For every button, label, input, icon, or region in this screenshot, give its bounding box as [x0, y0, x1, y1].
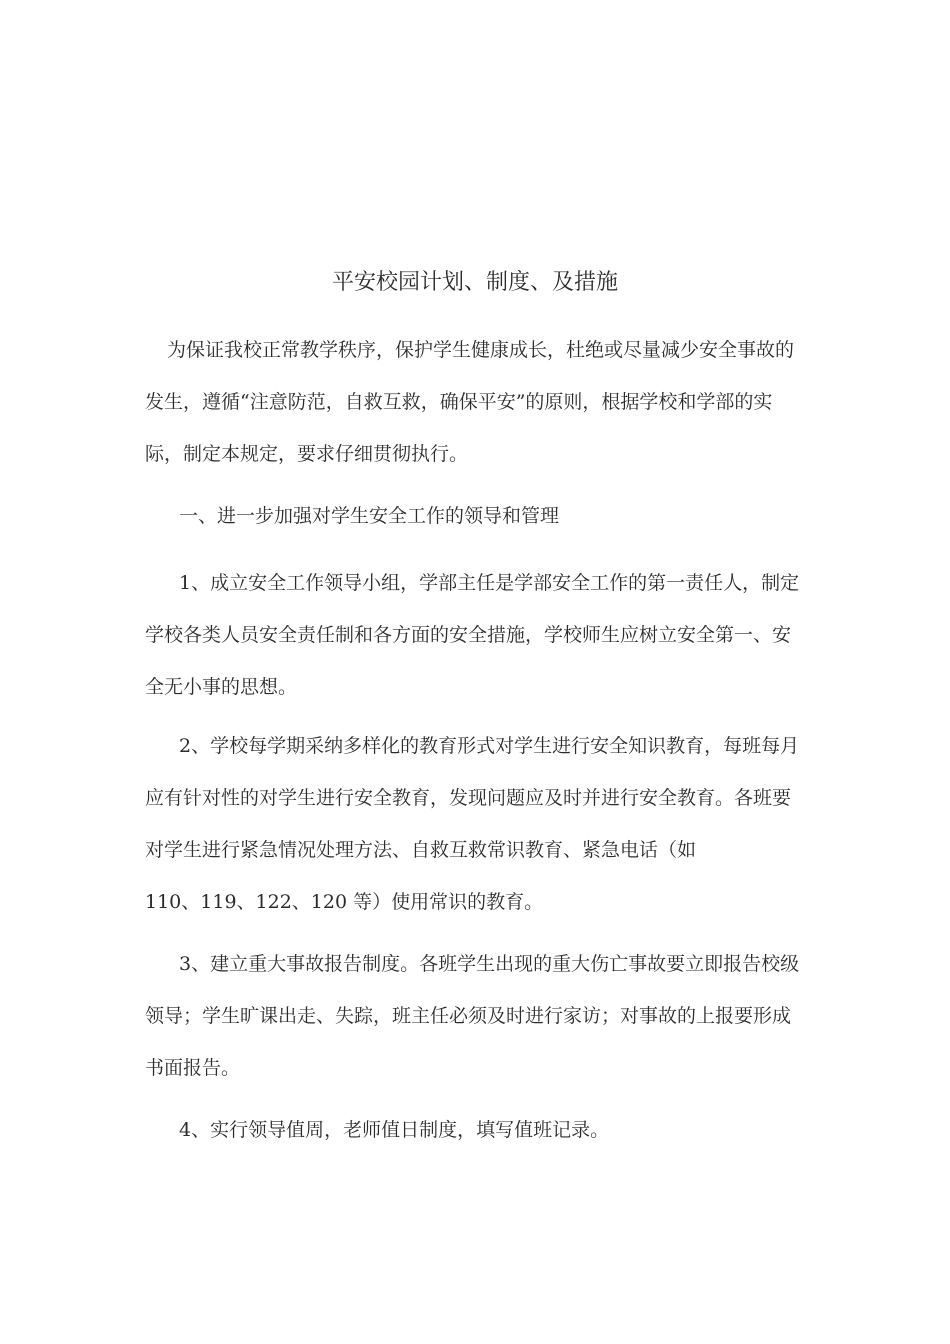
item3-line-3: 书面报告。 [145, 1057, 241, 1079]
item-2-paragraph [145, 720, 805, 928]
item3-line-2: 领导；学生旷课出走、失踪，班主任必须及时进行家访；对事故的上报要形成 [145, 1005, 792, 1027]
section-heading [145, 490, 805, 542]
item-4-paragraph [145, 1104, 805, 1156]
intro-line-2: 发生，遵循“注意防范，自救互救，确保平安”的原则，根据学校和学部的实 [145, 391, 773, 413]
item4-line-1: 4、实行领导值周，老师值日制度，填写值班记录。 [179, 1119, 610, 1141]
item2-line-3: 对学生进行紧急情况处理方法、自救互救常识教育、紧急电话（如 [145, 839, 697, 861]
item-3-paragraph [145, 938, 805, 1094]
item1-line-1: 1、成立安全工作领导小组，学部主任是学部安全工作的第一责任人，制定 [179, 572, 800, 594]
intro-paragraph [145, 324, 805, 480]
section1-heading: 一、进一步加强对学生安全工作的领导和管理 [179, 505, 560, 527]
intro-line-3: 际，制定本规定，要求仔细贯彻执行。 [145, 443, 469, 465]
intro-line-1: 为保证我校正常教学秩序，保护学生健康成长，杜绝或尽量减少安全事故的 [167, 339, 795, 361]
item1-line-3: 全无小事的思想。 [145, 676, 298, 698]
item1-line-2: 学校各类人员安全责任制和各方面的安全措施，学校师生应树立安全第一、安 [145, 624, 792, 646]
item2-line-1: 2、学校每学期采纳多样化的教育形式对学生进行安全知识教育，每班每月 [179, 735, 800, 757]
item3-line-1: 3、建立重大事故报告制度。各班学生出现的重大伤亡事故要立即报告校级 [179, 953, 800, 975]
document-title: 平安校园计划、制度、及措施 [331, 270, 618, 295]
item2-line-4: 110、119、122、120 等）使用常识的教育。 [145, 891, 544, 913]
item-1-paragraph [145, 557, 805, 713]
item2-line-2: 应有针对性的对学生进行安全教育，发现问题应及时并进行安全教育。各班要 [145, 787, 792, 809]
